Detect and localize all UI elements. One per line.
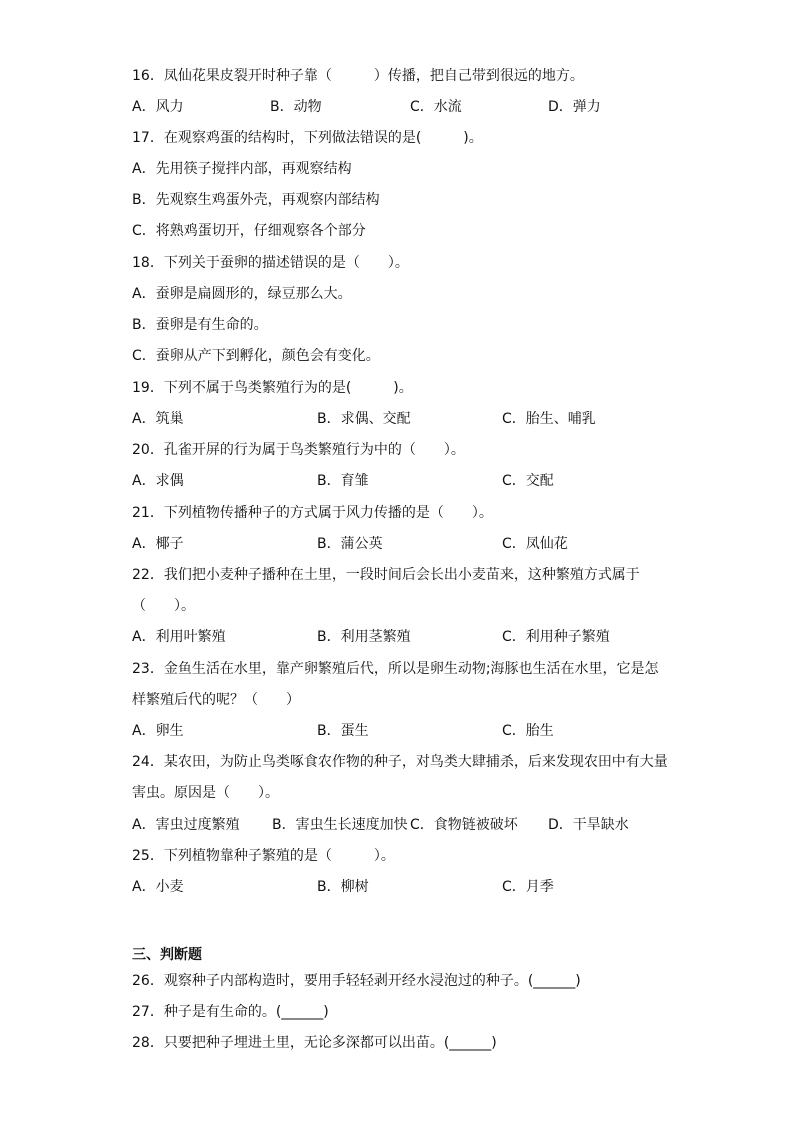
question-24-option-d: D．干旱缺水 <box>548 817 629 833</box>
question-23-option-a: A．卵生 <box>132 723 184 739</box>
question-25-option-c: C．月季 <box>502 879 554 895</box>
question-22-option-b: B．利用茎繁殖 <box>317 629 411 645</box>
question-24-option-c: C．食物链被破坏 <box>410 817 518 833</box>
question-28: 28．只要把种子埋进土里，无论多深都可以出苗。(______) <box>132 1035 497 1051</box>
question-19-option-c: C．胎生、哺乳 <box>502 411 596 427</box>
question-17-option-c: C．将熟鸡蛋切开，仔细观察各个部分 <box>132 223 366 239</box>
section-3-title: 三、判断题 <box>132 947 202 963</box>
question-18-option-a: A．蚕卵是扁圆形的，绿豆那么大。 <box>132 286 352 302</box>
question-22-option-c: C．利用种子繁殖 <box>502 629 610 645</box>
question-24-stem-line2: 害虫。原因是（ ）。 <box>132 785 279 801</box>
question-27: 27．种子是有生命的。(______) <box>132 1004 329 1020</box>
question-22-stem-line2: （ ）。 <box>132 598 195 614</box>
question-21-stem: 21．下列植物传播种子的方式属于风力传播的是（ ）。 <box>132 505 493 521</box>
question-24-option-a: A．害虫过度繁殖 <box>132 817 240 833</box>
question-22-option-a: A．利用叶繁殖 <box>132 629 226 645</box>
question-18-option-c: C．蚕卵从产下到孵化，颜色会有变化。 <box>132 348 380 364</box>
question-17-stem: 17．在观察鸡蛋的结构时，下列做法错误的是( )。 <box>132 130 483 146</box>
question-25-option-b: B．柳树 <box>317 879 369 895</box>
question-19-option-b: B．求偶、交配 <box>317 411 411 427</box>
question-19-option-a: A．筑巢 <box>132 411 184 427</box>
question-25-stem: 25．下列植物靠种子繁殖的是（ ）。 <box>132 848 395 864</box>
question-23-stem-line1: 23．金鱼生活在水里，靠产卵繁殖后代，所以是卵生动物;海豚也生活在水里，它是怎 <box>132 661 659 677</box>
question-23-stem-line2: 样繁殖后代的呢？（ ） <box>132 692 300 708</box>
question-21-option-c: C．凤仙花 <box>502 536 568 552</box>
question-16-option-c: C．水流 <box>410 99 462 115</box>
question-17-option-a: A．先用筷子搅拌内部，再观察结构 <box>132 161 352 177</box>
question-19-stem: 19．下列不属于鸟类繁殖行为的是( )。 <box>132 380 413 396</box>
question-16-stem: 16．凤仙花果皮裂开时种子靠（ ）传播，把自己带到很远的地方。 <box>132 68 584 84</box>
question-20-option-a: A．求偶 <box>132 473 184 489</box>
question-20-option-b: B．育雏 <box>317 473 369 489</box>
question-16-option-b: B．动物 <box>270 99 322 115</box>
question-24-stem-line1: 24．某农田，为防止鸟类啄食农作物的种子，对鸟类大肆捕杀，后来发现农田中有大量 <box>132 754 668 770</box>
question-22-stem-line1: 22．我们把小麦种子播种在土里，一段时间后会长出小麦苗来，这种繁殖方式属于 <box>132 567 640 583</box>
question-18-stem: 18．下列关于蚕卵的描述错误的是（ ）。 <box>132 255 409 271</box>
question-16-option-a: A．风力 <box>132 99 184 115</box>
question-23-option-c: C．胎生 <box>502 723 554 739</box>
question-23-option-b: B．蛋生 <box>317 723 369 739</box>
question-18-option-b: B．蚕卵是有生命的。 <box>132 317 268 333</box>
question-24-option-b: B．害虫生长速度加快 <box>272 817 408 833</box>
question-16-option-d: D．弹力 <box>548 99 601 115</box>
question-20-option-c: C．交配 <box>502 473 554 489</box>
question-25-option-a: A．小麦 <box>132 879 184 895</box>
question-20-stem: 20．孔雀开屏的行为属于鸟类繁殖行为中的（ ）。 <box>132 442 465 458</box>
question-26: 26．观察种子内部构造时，要用手轻轻剥开经水浸泡过的种子。(______) <box>132 973 581 989</box>
question-21-option-a: A．椰子 <box>132 536 184 552</box>
question-17-option-b: B．先观察生鸡蛋外壳，再观察内部结构 <box>132 192 380 208</box>
question-21-option-b: B．蒲公英 <box>317 536 383 552</box>
